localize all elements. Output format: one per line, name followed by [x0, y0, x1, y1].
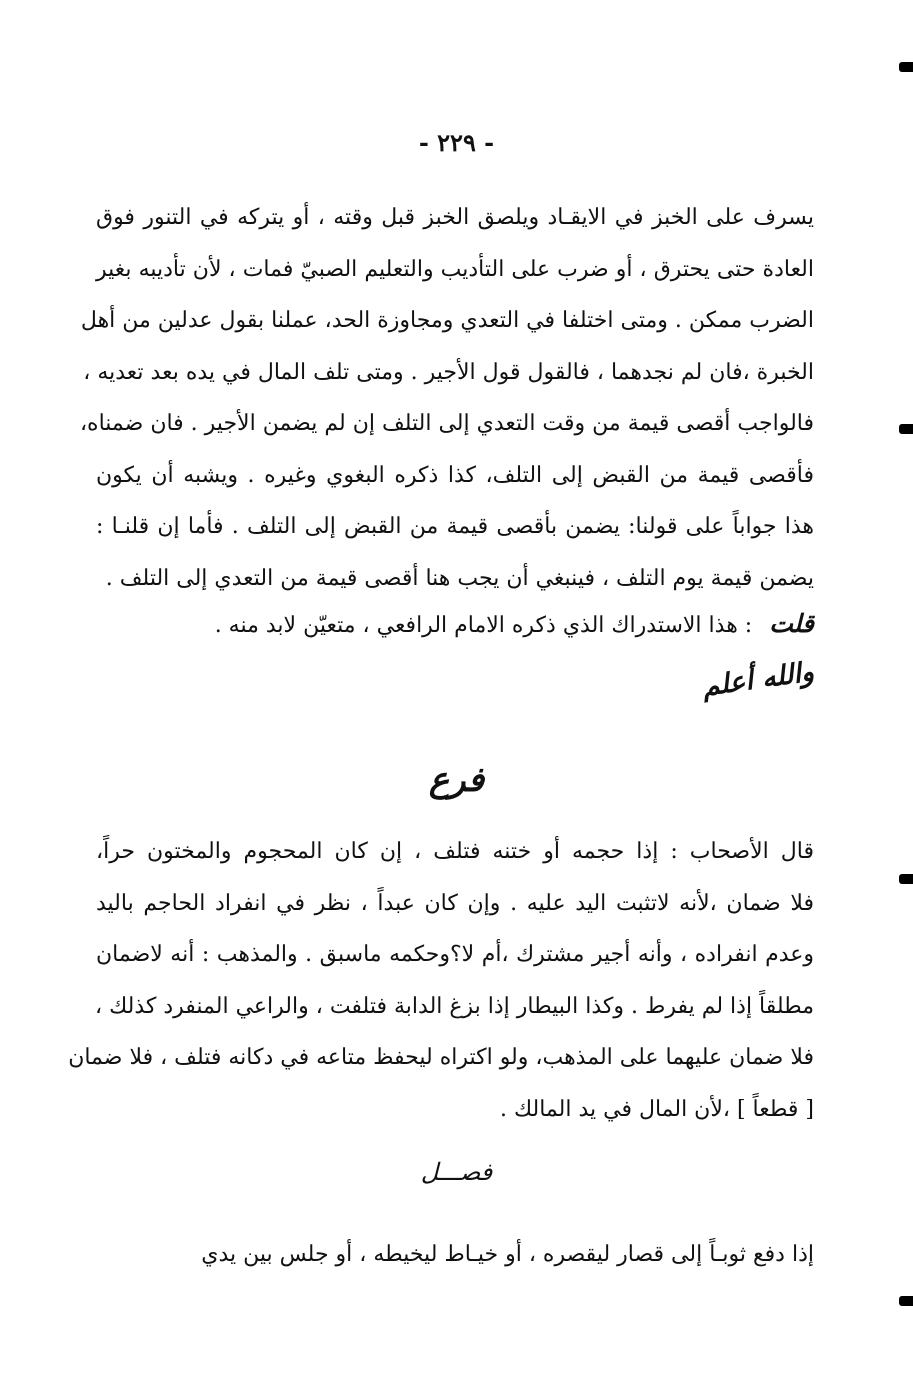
text-line: هذا جواباً على قولنا: يضمن بأقصى قيمة من القبض إلى التلف . فأما إن قلنـا :	[96, 514, 814, 539]
text-line: يسرف على الخبز في الايقـاد ويلصق الخبز قبل وقته ، أو يتركه في التنور فوق	[96, 205, 814, 230]
text-line: فلا ضمان ،لأنه لاتثبت اليد عليه . وإن كان عبداً ، نظر في انفراد الحاجم باليد	[96, 890, 814, 916]
text-line: مطلقاً إذا لم يفرط . وكذا البيطار إذا بزغ الدابة فتلفت ، والراعي المنفرد كذلك ،	[95, 993, 814, 1019]
section-heading-fasl: فصـــل	[420, 1158, 493, 1186]
text-line: فالواجب أقصى قيمة من وقت التعدي إلى التلف إن لم يضمن الأجير . فان ضمناه،	[79, 411, 814, 436]
closing-phrase: والله أعلم	[700, 656, 816, 703]
scan-edge-mark	[899, 62, 913, 72]
text-line: العادة حتى يحترق ، أو ضرب على التأديب والتعليم الصبيّ فمات ، لأن تأديبه بغير	[96, 256, 814, 282]
text-line: الخبرة ،فان لم نجدهما ، فالقول قول الأجير . ومتى تلف المال في يده بعد تعديه ،	[83, 359, 814, 385]
qult-text: : هذا الاستدراك الذي ذكره الامام الرافعي ، متعيّن لابد منه .	[214, 613, 753, 638]
text-line: يضمن قيمة يوم التلف ، فينبغي أن يجب هنا أقصى قيمة من التعدي إلى التلف .	[105, 565, 814, 591]
scan-edge-mark	[899, 1296, 913, 1306]
text-line: إذا دفع ثوبـاً إلى قصار ليقصره ، أو خيـاط ليخيطه ، أو جلس بين يدي	[201, 1242, 814, 1267]
paragraph-2	[68, 826, 814, 1135]
scan-edge-mark	[899, 424, 913, 434]
page-number: - ٢٢٩ -	[418, 128, 495, 157]
text-line: قال الأصحاب : إذا حجمه أو ختنه فتلف ، إن كان المحجوم والمختون حراً،	[96, 839, 814, 864]
section-heading-far: فرع	[428, 760, 485, 800]
paragraph-3	[96, 1229, 814, 1281]
paragraph-1	[79, 192, 815, 604]
text-line: وعدم انفراده ، وأنه أجير مشترك ،أم لا؟وحكمه ماسبق . والمذهب : أنه لاضمان	[96, 942, 814, 967]
text-line: الضرب ممكن . ومتى اختلفا في التعدي ومجاوزة الحد، عملنا بقول عدلين من أهل	[80, 308, 814, 333]
qult-label: قلت	[769, 609, 814, 638]
text-line: فلا ضمان عليهما على المذهب، ولو اكتراه ليحفظ متاعه في دكانه فتلف ، فلا ضمان	[68, 1045, 814, 1070]
text-line: [ قطعاً ] ،لأن المال في يد المالك .	[499, 1096, 814, 1122]
scan-edge-mark	[899, 874, 913, 884]
text-line: فأقصى قيمة من القبض إلى التلف، كذا ذكره البغوي وغيره . ويشبه أن يكون	[96, 462, 815, 488]
qult-note	[96, 598, 814, 652]
